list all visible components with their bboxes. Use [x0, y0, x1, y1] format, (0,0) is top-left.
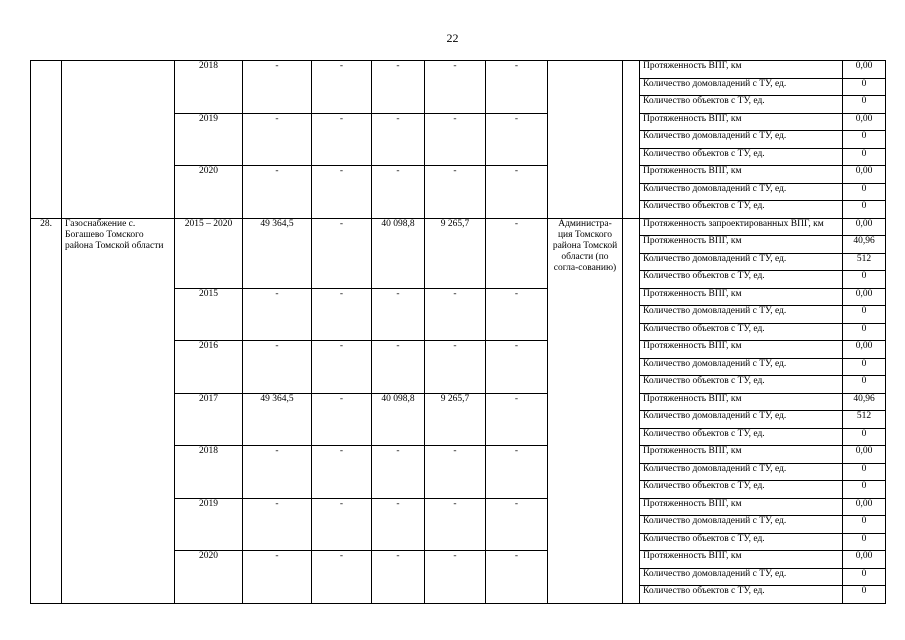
- local-budget-cell: -: [425, 341, 486, 394]
- indicator-label-cell: Протяженность ВПГ, км: [640, 236, 843, 254]
- indicator-label-cell: Количество домовладений с ТУ, ед.: [640, 358, 843, 376]
- federal-budget-cell: -: [312, 61, 372, 114]
- indicator-label-cell: Протяженность ВПГ, км: [640, 341, 843, 359]
- indicator-value-cell: 0,00: [843, 166, 886, 184]
- year-cell: 2019: [175, 498, 243, 551]
- federal-budget-cell: -: [312, 113, 372, 166]
- local-budget-cell: -: [425, 61, 486, 114]
- indicator-value-cell: 0: [843, 131, 886, 149]
- year-cell: 2019: [175, 113, 243, 166]
- indicator-value-cell: 0: [843, 78, 886, 96]
- indicator-value-cell: 40,96: [843, 393, 886, 411]
- total-cost-cell: -: [243, 113, 312, 166]
- indicator-label-cell: Протяженность ВПГ, км: [640, 551, 843, 569]
- indicator-label-cell: Количество объектов с ТУ, ед.: [640, 586, 843, 604]
- extrabudgetary-cell: -: [486, 341, 548, 394]
- total-cost-cell: 49 364,5: [243, 393, 312, 446]
- table-body: [31, 61, 886, 604]
- extrabudgetary-cell: -: [486, 288, 548, 341]
- local-budget-cell: -: [425, 551, 486, 604]
- indicator-label-cell: Количество объектов с ТУ, ед.: [640, 428, 843, 446]
- indicator-label-cell: Количество объектов с ТУ, ед.: [640, 96, 843, 114]
- extrabudgetary-cell: -: [486, 551, 548, 604]
- indicator-value-cell: 0: [843, 586, 886, 604]
- year-cell: 2020: [175, 551, 243, 604]
- year-cell: 2018: [175, 446, 243, 499]
- table-row: [31, 61, 886, 79]
- local-budget-cell: -: [425, 498, 486, 551]
- total-cost-cell: -: [243, 61, 312, 114]
- total-cost-cell: -: [243, 288, 312, 341]
- indicator-label-cell: Протяженность ВПГ, км: [640, 446, 843, 464]
- total-cost-cell: -: [243, 551, 312, 604]
- year-cell: 2015 – 2020: [175, 218, 243, 288]
- federal-budget-cell: -: [312, 166, 372, 219]
- indicator-value-cell: 0,00: [843, 341, 886, 359]
- indicator-label-cell: Протяженность ВПГ, км: [640, 113, 843, 131]
- indicator-label-cell: Количество объектов с ТУ, ед.: [640, 481, 843, 499]
- indicator-label-cell: Протяженность запроектированных ВПГ, км: [640, 218, 843, 236]
- indicator-label-cell: Количество объектов с ТУ, ед.: [640, 201, 843, 219]
- indicator-value-cell: 40,96: [843, 236, 886, 254]
- indicator-value-cell: 0,00: [843, 551, 886, 569]
- local-budget-cell: 9 265,7: [425, 218, 486, 288]
- indicator-value-cell: 0: [843, 201, 886, 219]
- total-cost-cell: -: [243, 166, 312, 219]
- indicator-label-cell: Протяженность ВПГ, км: [640, 166, 843, 184]
- indicator-value-cell: 0: [843, 183, 886, 201]
- indicator-value-cell: 0: [843, 428, 886, 446]
- year-cell: 2015: [175, 288, 243, 341]
- item-number-cell: [31, 61, 62, 219]
- regional-budget-cell: -: [372, 288, 425, 341]
- indicator-label-cell: Протяженность ВПГ, км: [640, 393, 843, 411]
- indicator-label-cell: Количество объектов с ТУ, ед.: [640, 376, 843, 394]
- indicator-value-cell: 0,00: [843, 61, 886, 79]
- federal-budget-cell: -: [312, 446, 372, 499]
- indicator-label-cell: Количество объектов с ТУ, ед.: [640, 323, 843, 341]
- extrabudgetary-cell: -: [486, 498, 548, 551]
- total-cost-cell: 49 364,5: [243, 218, 312, 288]
- item-number-cell: 28.: [31, 218, 62, 603]
- indicator-label-cell: Количество объектов с ТУ, ед.: [640, 533, 843, 551]
- federal-budget-cell: -: [312, 288, 372, 341]
- year-cell: 2017: [175, 393, 243, 446]
- total-cost-cell: -: [243, 498, 312, 551]
- federal-budget-cell: -: [312, 551, 372, 604]
- indicator-label-cell: Количество домовладений с ТУ, ед.: [640, 463, 843, 481]
- regional-budget-cell: -: [372, 113, 425, 166]
- local-budget-cell: -: [425, 166, 486, 219]
- extrabudgetary-cell: -: [486, 166, 548, 219]
- local-budget-cell: 9 265,7: [425, 393, 486, 446]
- local-budget-cell: -: [425, 446, 486, 499]
- regional-budget-cell: -: [372, 341, 425, 394]
- federal-budget-cell: -: [312, 341, 372, 394]
- spacer-cell: [623, 61, 640, 219]
- indicator-label-cell: Протяженность ВПГ, км: [640, 61, 843, 79]
- indicator-value-cell: 0: [843, 323, 886, 341]
- indicator-value-cell: 0,00: [843, 113, 886, 131]
- indicator-value-cell: 0: [843, 271, 886, 289]
- regional-budget-cell: -: [372, 446, 425, 499]
- program-table: [30, 60, 886, 604]
- indicator-label-cell: Количество домовладений с ТУ, ед.: [640, 411, 843, 429]
- extrabudgetary-cell: -: [486, 446, 548, 499]
- federal-budget-cell: -: [312, 393, 372, 446]
- indicator-value-cell: 0,00: [843, 446, 886, 464]
- indicator-value-cell: 0,00: [843, 288, 886, 306]
- indicator-value-cell: 512: [843, 411, 886, 429]
- year-cell: 2016: [175, 341, 243, 394]
- indicator-label-cell: Количество домовладений с ТУ, ед.: [640, 78, 843, 96]
- indicator-value-cell: 512: [843, 253, 886, 271]
- indicator-label-cell: Количество домовладений с ТУ, ед.: [640, 131, 843, 149]
- regional-budget-cell: 40 098,8: [372, 393, 425, 446]
- indicator-value-cell: 0: [843, 376, 886, 394]
- indicator-value-cell: 0: [843, 463, 886, 481]
- executor-cell: [548, 61, 623, 219]
- indicator-value-cell: 0,00: [843, 498, 886, 516]
- total-cost-cell: -: [243, 446, 312, 499]
- indicator-label-cell: Количество домовладений с ТУ, ед.: [640, 516, 843, 534]
- indicator-value-cell: 0: [843, 533, 886, 551]
- federal-budget-cell: -: [312, 218, 372, 288]
- table-row: [31, 218, 886, 236]
- indicator-label-cell: Количество домовладений с ТУ, ед.: [640, 568, 843, 586]
- indicator-value-cell: 0,00: [843, 218, 886, 236]
- indicator-value-cell: 0: [843, 481, 886, 499]
- local-budget-cell: -: [425, 288, 486, 341]
- total-cost-cell: -: [243, 341, 312, 394]
- extrabudgetary-cell: -: [486, 393, 548, 446]
- extrabudgetary-cell: -: [486, 113, 548, 166]
- regional-budget-cell: -: [372, 61, 425, 114]
- year-cell: 2020: [175, 166, 243, 219]
- federal-budget-cell: -: [312, 498, 372, 551]
- indicator-value-cell: 0: [843, 568, 886, 586]
- indicator-value-cell: 0: [843, 358, 886, 376]
- page-number: 22: [446, 31, 459, 45]
- item-name-cell: [62, 61, 175, 219]
- indicator-value-cell: 0: [843, 306, 886, 324]
- indicator-label-cell: Протяженность ВПГ, км: [640, 498, 843, 516]
- year-cell: 2018: [175, 61, 243, 114]
- indicator-label-cell: Количество объектов с ТУ, ед.: [640, 148, 843, 166]
- regional-budget-cell: -: [372, 166, 425, 219]
- indicator-label-cell: Количество домовладений с ТУ, ед.: [640, 183, 843, 201]
- indicator-label-cell: Количество домовладений с ТУ, ед.: [640, 306, 843, 324]
- local-budget-cell: -: [425, 113, 486, 166]
- regional-budget-cell: 40 098,8: [372, 218, 425, 288]
- item-name-cell: Газоснабжение с. Богашево Томского района Томской области: [62, 218, 175, 603]
- regional-budget-cell: -: [372, 551, 425, 604]
- indicator-value-cell: 0: [843, 96, 886, 114]
- indicator-label-cell: Количество объектов с ТУ, ед.: [640, 271, 843, 289]
- indicator-label-cell: Протяженность ВПГ, км: [640, 288, 843, 306]
- extrabudgetary-cell: -: [486, 218, 548, 288]
- regional-budget-cell: -: [372, 498, 425, 551]
- indicator-label-cell: Количество домовладений с ТУ, ед.: [640, 253, 843, 271]
- extrabudgetary-cell: -: [486, 61, 548, 114]
- executor-cell: Администра-ция Томского района Томской области (по согла-сованию): [548, 218, 623, 603]
- spacer-cell: [623, 218, 640, 603]
- indicator-value-cell: 0: [843, 516, 886, 534]
- indicator-value-cell: 0: [843, 148, 886, 166]
